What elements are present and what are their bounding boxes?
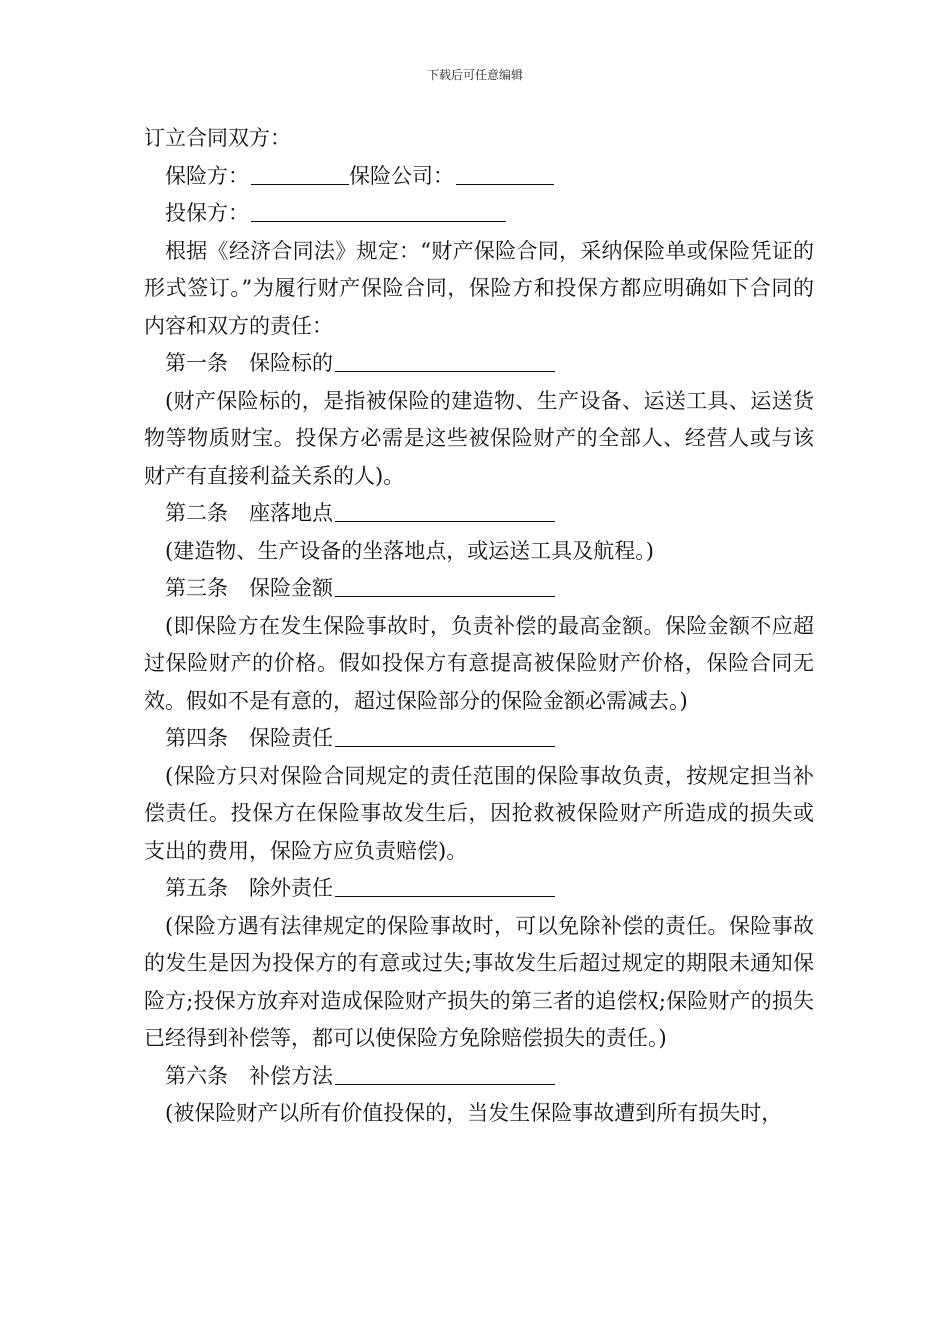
article-number: 第六条 [165, 1063, 228, 1088]
article-6-note: (被保险财产以所有价值投保的，当发生保险事故遭到所有损失时， [165, 1101, 783, 1125]
article-3-note: (即保险方在发生保险事故时，负责补偿的最高金额。保险金额不应超过保险财产的价格。假如投保方有意提高被保险财产价格，保险合同无效。假如不是有意的，超过保险部分的保险金额必需减去。) [144, 613, 814, 713]
intro-line: 订立合同双方： [144, 126, 291, 150]
article-4-heading [144, 720, 814, 758]
article-4-blank[interactable] [335, 722, 555, 747]
article-2-note: (建造物、生产设备的坐落地点，或运送工具及航程。) [165, 538, 654, 563]
article-number: 第一条 [165, 351, 228, 375]
article-4-note: (保险方只对保险合同规定的责任范围的保险事故负责，按规定担当补偿责任。投保方在保险事故发生后，因抢救被保险财产所造成的损失或支出的费用，保险方应负责赔偿)。 [144, 763, 814, 863]
article-number: 第四条 [165, 726, 228, 750]
insurer-label: 保险方： [165, 163, 249, 188]
preamble-paragraph: 根据《经济合同法》规定：“财产保险合同，采纳保险单或保险凭证的形式签订。”为履行财产保险合同，保险方和投保方都应明确如下合同的内容和双方的责任： [144, 238, 814, 338]
insurer-blank[interactable] [251, 160, 349, 185]
company-label: 保险公司： [349, 163, 454, 188]
article-number: 第二条 [165, 501, 228, 525]
article-1-note: (财产保险标的，是指被保险的建造物、生产设备、运送工具、运送货物等物质财宝。投保方必需是这些被保险财产的全部人、经营人或与该财产有直接利益关系的人)。 [144, 388, 814, 488]
article-number: 第三条 [165, 576, 228, 600]
article-title: 除外责任 [249, 876, 333, 900]
article-5-blank[interactable] [335, 872, 555, 897]
article-2-heading [144, 495, 814, 533]
article-1-blank[interactable] [335, 347, 555, 372]
article-title: 保险金额 [249, 576, 333, 600]
article-5-note: (保险方遇有法律规定的保险事故时，可以免除补偿的责任。保险事故的发生是因为投保方的有意或过失;事故发生后超过规定的期限未通知保险方;投保方放弃对造成保险财产损失的第三者的追偿权;保险财产的损失已经得到补偿等，都可以使保险方免除赔偿损失的责任。) [144, 913, 814, 1050]
article-6-blank[interactable] [335, 1060, 555, 1085]
article-number: 第五条 [165, 876, 228, 900]
company-blank[interactable] [456, 160, 554, 185]
page-header: 下载后可任意编辑 [426, 68, 523, 82]
article-3-blank[interactable] [335, 572, 555, 597]
party-insured-line [144, 195, 814, 233]
article-3-heading [144, 570, 814, 608]
article-5-heading [144, 870, 814, 908]
article-title: 补偿方法 [249, 1063, 333, 1088]
article-title: 保险责任 [249, 726, 333, 750]
article-6-heading [144, 1058, 814, 1096]
insured-blank[interactable] [251, 197, 506, 222]
article-1-heading [144, 345, 814, 383]
article-title: 座落地点 [249, 501, 333, 525]
party-insurer-line [144, 158, 814, 196]
article-title: 保险标的 [249, 351, 333, 375]
contract-body [144, 120, 814, 1133]
article-2-blank[interactable] [335, 497, 555, 522]
insured-label: 投保方： [165, 201, 249, 225]
